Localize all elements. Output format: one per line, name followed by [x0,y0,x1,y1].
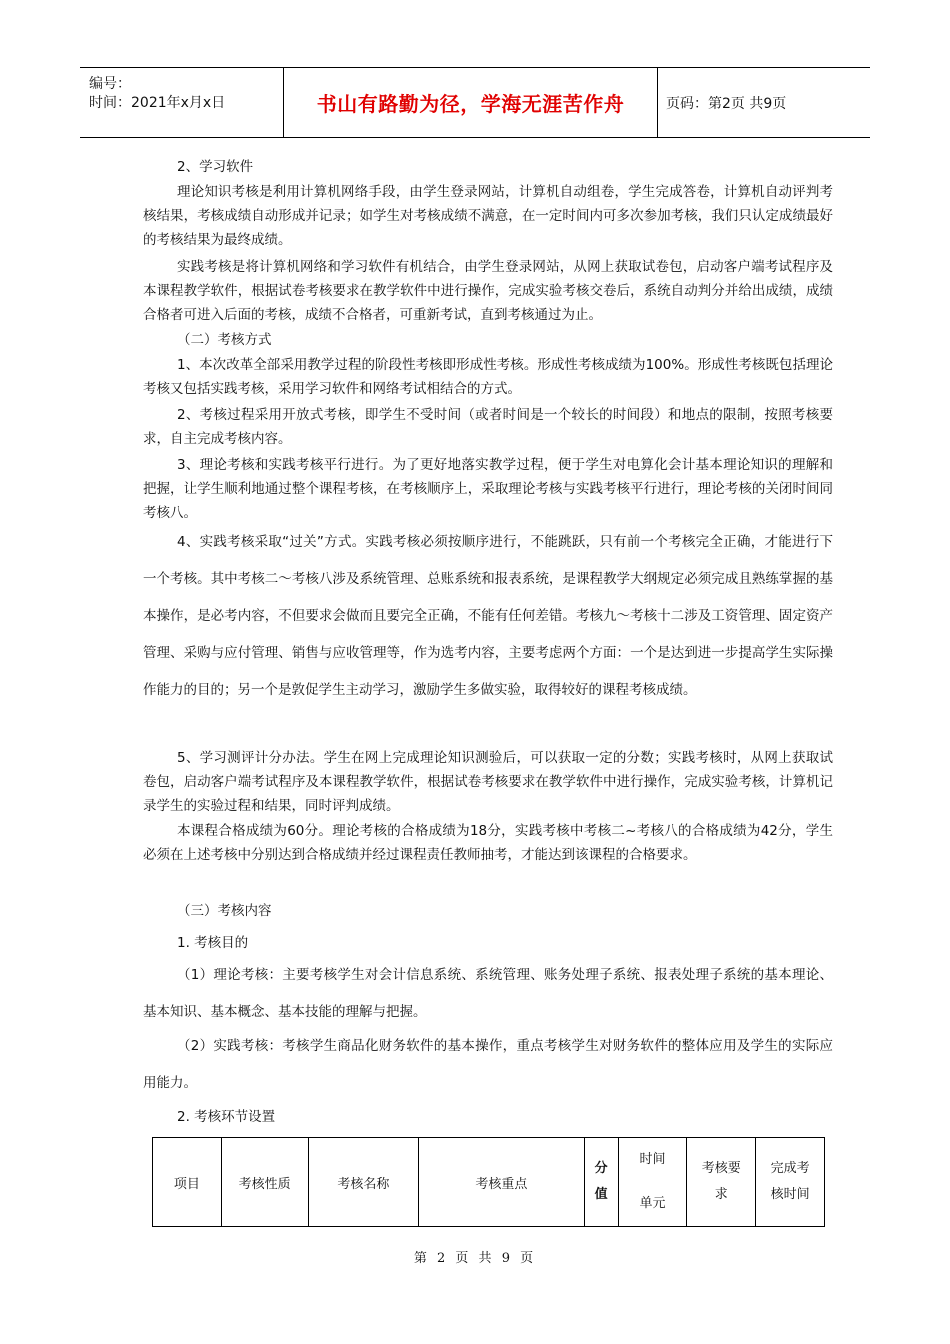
subheading-learning-software: 2、学习软件 [177,159,254,175]
paragraph-theory-assessment: 理论知识考核是利用计算机网络手段，由学生登录网站，计算机自动组卷，学生完成答卷，计算机自动评判考核结果，考核成绩自动形成并记录；如学生对考核成绩不满意，在一定时间内可多次参加考核，我们只认定成绩最好的考核结果为最终成绩。 [143,184,833,248]
table-header-nature: 考核性质 [221,1138,308,1227]
score-line-2: 值 [594,1187,608,1202]
paragraph-practice-assessment: 实践考核是将计算机网络和学习软件有机结合，由学生登录网站，从网上获取试卷包，启动客户端考试程序及本课程教学软件，根据试卷考核要求在教学软件中进行操作，完成实验考核交卷后，系统自动判分并给出成绩，成绩合格者可进入后面的考核，成绩不合格者，可重新考试，直到考核通过为止。 [143,259,833,323]
header-page-number: 页码：第2页 共9页 [666,95,787,112]
table-header-row [153,1138,825,1227]
score-line-1: 分 [594,1161,608,1176]
header-meta-cell [80,68,284,137]
header-motto: 书山有路勤为径，学海无涯苦作舟 [316,92,625,116]
header-page-cell [658,68,870,137]
page-header [80,67,870,138]
section-heading-assessment-method: （二）考核方式 [177,332,272,348]
table-header-requirement [687,1138,756,1227]
document-code-label: 编号： [89,76,131,92]
subheading-assessment-purpose: 1. 考核目的 [177,935,249,951]
table-header-project: 项目 [153,1138,222,1227]
table-header-score [584,1138,618,1227]
page-footer: 第 2 页 共 9 页 [413,1251,537,1266]
section-heading-assessment-content: （三）考核内容 [177,903,272,919]
paragraph-passing-score: 本课程合格成绩为60分。理论考核的合格成绩为18分，实践考核中考核二~考核八的合格成绩为42分，学生必须在上述考核中分别达到合格成绩并经过课程责任教师抽考，才能达到该课程的合格要求。 [143,823,833,863]
paragraph-method-3: 3、理论考核和实践考核平行进行。为了更好地落实教学过程，便于学生对电算化会计基本理论知识的理解和把握，让学生顺利地通过整个课程考核，在考核顺序上，采取理论考核与实践考核平行进行，理论考核的关闭时间同考核八。 [143,457,833,521]
completion-line-2: 核时间 [770,1187,810,1202]
requirement-line-1: 考核要 [701,1161,741,1176]
completion-line-1: 完成考 [770,1161,810,1176]
requirement-line-2: 求 [714,1187,728,1202]
table-header-name: 考核名称 [308,1138,419,1227]
paragraph-method-5: 5、学习测评计分办法。学生在网上完成理论知识测验后，可以获取一定的分数；实践考核时，从网上获取试卷包，启动客户端考试程序及本课程教学软件，根据试卷考核要求在教学软件中进行操作，完成实验考核，计算机记录学生的实验过程和结果，同时评判成绩。 [143,750,833,814]
document-date: 时间：2021年x月x日 [89,95,226,111]
table-header-focus: 考核重点 [419,1138,584,1227]
table-header-completion-time [756,1138,825,1227]
table-header-time-unit [618,1138,687,1227]
paragraph-method-1: 1、本次改革全部采用教学过程的阶段性考核即形成性考核。形成性考核成绩为100%。形成性考核既包括理论考核又包括实践考核，采用学习软件和网络考试相结合的方式。 [143,357,833,397]
time-unit-line-1: 时间 [639,1152,666,1167]
header-motto-cell [284,68,658,137]
paragraph-method-4: 4、实践考核采取“过关”方式。实践考核必须按顺序进行，不能跳跃，只有前一个考核完全正确，才能进行下一个考核。其中考核二～考核八涉及系统管理、总账系统和报表系统，是课程教学大纲规定必须完成且熟练掌握的基本操作，是必考内容，不但要求会做而且要完全正确，不能有任何差错。考核九～考核十二涉及工资管理、固定资产管理、采购与应付管理、销售与应收管理等，作为选考内容，主要考虑两个方面：一个是达到进一步提高学生实际操作能力的目的；另一个是敦促学生主动学习，激励学生多做实验，取得较好的课程考核成绩。 [143,534,833,698]
subheading-assessment-setup: 2. 考核环节设置 [177,1109,276,1125]
time-unit-line-2: 单元 [639,1196,666,1211]
paragraph-method-2: 2、考核过程采用开放式考核，即学生不受时间（或者时间是一个较长的时间段）和地点的限制，按照考核要求，自主完成考核内容。 [143,407,833,447]
paragraph-theory-purpose: （1）理论考核：主要考核学生对会计信息系统、系统管理、账务处理子系统、报表处理子系统的基本理论、基本知识、基本概念、基本技能的理解与把握。 [143,967,833,1020]
paragraph-practice-purpose: （2）实践考核：考核学生商品化财务软件的基本操作，重点考核学生对财务软件的整体应用及学生的实际应用能力。 [143,1038,833,1091]
assessment-setup-table [152,1137,825,1227]
